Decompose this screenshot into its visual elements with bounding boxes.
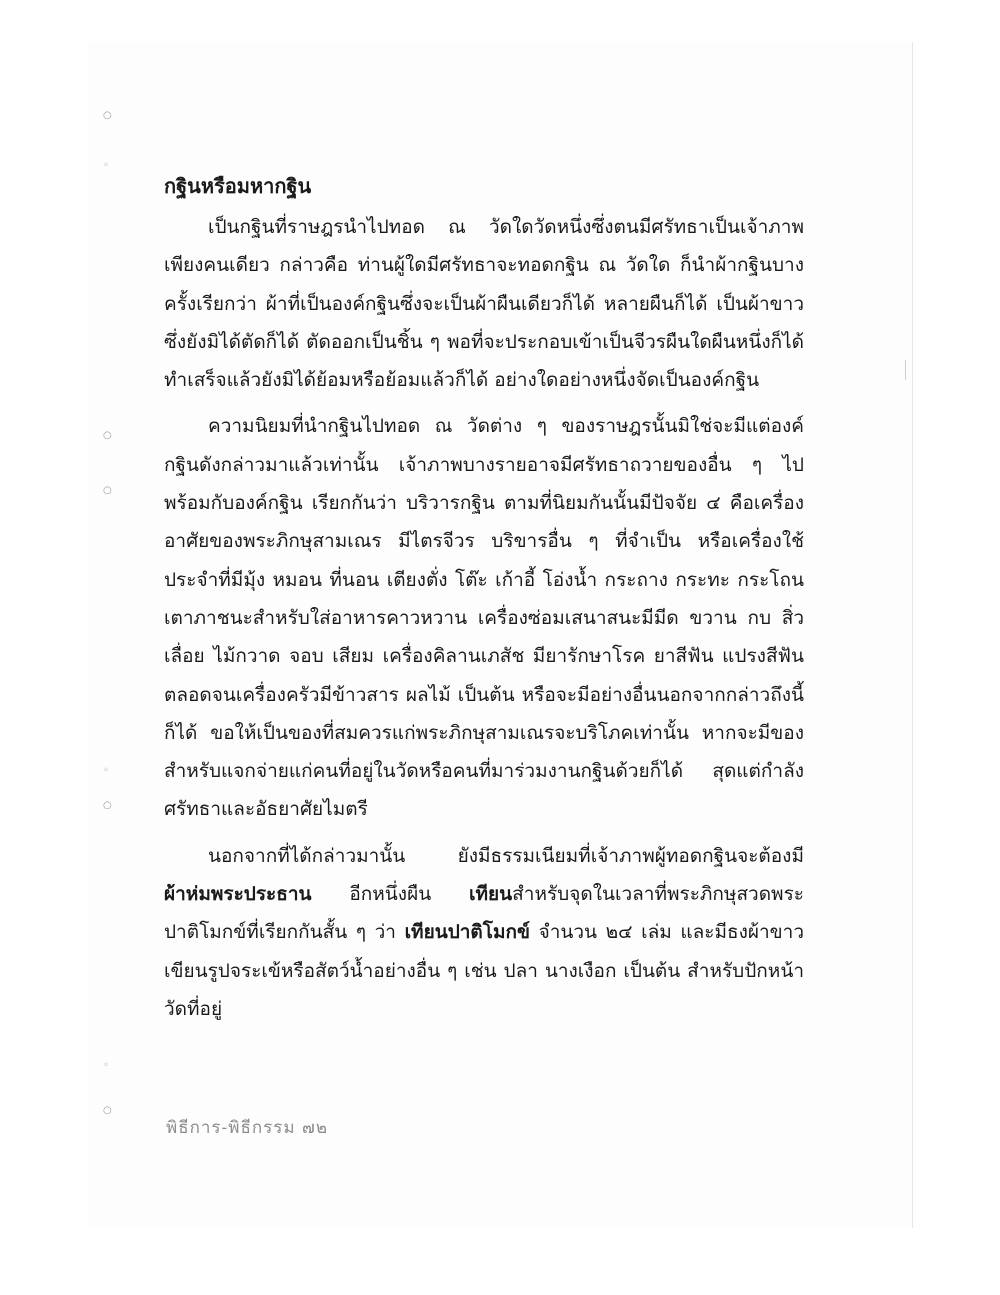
paragraph-text: จำนวน ๒๔ เล่ม และมีธงผ้าขาวเขียนรูปจระเข้หรือสัตว์น้ำอย่างอื่น ๆ เช่น ปลา นางเงือก เป็นต้น สำหรับปักหน้าวัดที่อยู่	[164, 921, 805, 1020]
margin-speck: ○	[103, 485, 112, 496]
scan-artifact-line	[905, 360, 906, 380]
margin-speck: ◦	[103, 765, 109, 776]
paragraph-text: สำหรับจุดในเวลาที่พระภิกษุสวดพระปาติโมกข์ที่เรียกกันสั้น ๆ ว่า	[164, 883, 804, 944]
emphasized-term: เทียน	[469, 883, 513, 906]
document-body	[164, 166, 804, 1036]
paragraph-text: นอกจากที่ได้กล่าวมานั้น ยังมีธรรมเนียมที่เจ้าภาพผู้ทอดกฐินจะต้องมี	[208, 844, 804, 867]
paragraph-text: เป็นกฐินที่ราษฎรนำไปทอด ณ วัดใดวัดหนึ่งซึ่งตนมีศรัทธาเป็นเจ้าภาพเพียงคนเดียว กล่าวคือ ท่านผู้ใดมีศรัทธาจะทอดกฐิน ณ วัดใด ก็นำผ้ากฐินบางครั้งเรียกว่า ผ้าที่เป็นองค์กฐินซึ่งจะเป็นผ้าผืนเดียวก็ได้ หลายผืนก็ได้ เป็นผ้าขาวซึ่งยังมิได้ตัดก็ได้ ตัดออกเป็นชิ้น ๆ พอที่จะประกอบเข้าเป็นจีวรผืนใดผืนหนึ่งก็ได้ ทำเสร็จแล้วยังมิได้ย้อมหรือย้อมแล้วก็ได้ อย่างใดอย่างหนึ่งจัดเป็นองค์กฐิน	[164, 216, 804, 392]
emphasized-term: เทียนปาติโมกข์	[404, 921, 530, 944]
paragraph-container	[164, 208, 804, 1028]
body-paragraph	[164, 407, 804, 828]
margin-speck: ○	[103, 430, 112, 441]
page-footer: พิธีการ-พิธีกรรม ๗๒	[166, 1118, 329, 1138]
emphasized-term: ผ้าห่มพระประธาน	[164, 883, 312, 906]
section-heading: กฐินหรือมหากฐิน	[164, 174, 312, 198]
paragraph-text: ความนิยมที่นำกฐินไปทอด ณ วัดต่าง ๆ ของราษฎรนั้นมิใช่จะมีแต่องค์กฐินดังกล่าวมาแล้วเท่านั้น เจ้าภาพบางรายอาจมีศรัทธาถวายของอื่น ๆ ไปพร้อมกับองค์กฐิน เรียกกันว่า บริวารกฐิน ตามที่นิยมกันนั้นมีปัจจัย ๔ คือเครื่องอาศัยของพระภิกษุสามเณร มีไตรจีวร บริขารอื่น ๆ ที่จำเป็น หรือเครื่องใช้ประจำที่มีมุ้ง หมอน ที่นอน เตียงตั่ง โต๊ะ เก้าอี้ โอ่งน้ำ กระถาง กระทะ กระโถน เตาภาชนะสำหรับใส่อาหารคาวหวาน เครื่องซ่อมเสนาสนะมีมีด ขวาน กบ สิ่วเลื่อย ไม้กวาด จอบ เสียม เครื่องคิลานเภสัช มียารักษาโรค ยาสีฟัน แปรงสีฟันตลอดจนเครื่องครัวมีข้าวสาร ผลไม้ เป็นต้น หรือจะมีอย่างอื่นนอกจากกล่าวถึงนี้ก็ได้ ขอให้เป็นของที่สมควรแก่พระภิกษุสามเณรจะบริโภคเท่านั้น หากจะมีของสำหรับแจกจ่ายแก่คนที่อยู่ในวัดหรือคนที่มาร่วมงานกฐินด้วยก็ได้ สุดแต่กำลังศรัทธาและอัธยาศัยไมตรี	[164, 415, 804, 821]
margin-speck: ○	[103, 110, 112, 121]
margin-speck: ◦	[103, 160, 109, 171]
paragraph-text: อีกหนึ่งผืน	[311, 883, 470, 906]
body-paragraph	[164, 837, 804, 1028]
margin-speck: ○	[103, 800, 112, 811]
margin-speck: ◦	[103, 1060, 109, 1071]
margin-speck: ○	[103, 1105, 112, 1116]
body-paragraph	[164, 208, 804, 399]
